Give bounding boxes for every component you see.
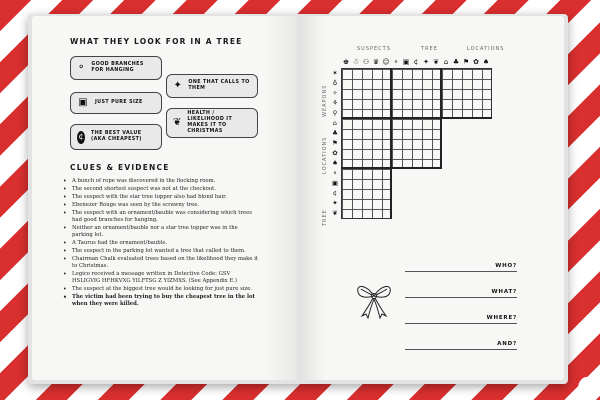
- weapon-icon: ♁: [332, 79, 338, 87]
- row-header-weapons: WEAPONS: [322, 84, 328, 117]
- location-icon: ⚑: [462, 58, 470, 66]
- suspect-icon: ⚇: [362, 58, 370, 66]
- row-header-tree: TREE: [322, 209, 328, 226]
- grid-divider: [341, 117, 492, 119]
- suspect-icon: ♛: [372, 58, 380, 66]
- grid-divider: [390, 68, 392, 219]
- answer-label: AND?: [497, 341, 517, 347]
- location-icon: ✿: [332, 149, 338, 157]
- tag-label: ONE THAT CALLS TO THEM: [188, 79, 250, 91]
- tree-icon: ✦: [332, 199, 338, 207]
- tag-just-pure-size: [70, 92, 162, 114]
- grid-divider: [341, 167, 442, 169]
- location-icon: ⌂: [332, 119, 338, 127]
- clue-item: • The suspect in the parking lot wanted a tree that called to them.: [62, 248, 260, 255]
- tree-icon: ▣: [331, 179, 339, 187]
- tag-label: JUST PURE SIZE: [95, 99, 143, 105]
- clue-item: • The victim had been trying to buy the cheapest tree in the lot when they were killed.: [62, 294, 260, 309]
- cent-coin-icon: ¢: [77, 131, 85, 144]
- row-icons: [330, 68, 340, 218]
- clues-title: CLUES & EVIDENCE: [70, 163, 170, 172]
- clue-item: • A Taurus had the ornament/bauble.: [62, 240, 260, 247]
- tree-icon: ✦: [423, 58, 429, 66]
- answer-label: WHAT?: [491, 289, 517, 295]
- weapon-icon: ✶: [332, 69, 338, 77]
- tree-icon: ⚬: [332, 169, 338, 177]
- col-header-locations: LOCATIONS: [467, 46, 505, 52]
- tag-label: THE BEST VALUE (AKA CHEAPEST): [91, 130, 142, 142]
- clue-item: • Logico received a message written in Detective Code: GSV HSLIGVIG HFHKVXG YILFTSG Z YIZMXS. (See Appendix E.): [62, 271, 260, 286]
- grid-divider: [440, 68, 442, 169]
- grid-locations[interactable]: [341, 118, 442, 169]
- answer-line-what[interactable]: [405, 288, 517, 298]
- answer-line-and[interactable]: [405, 340, 517, 350]
- tree-icon: ▣: [402, 58, 410, 66]
- tree-icon: ¢: [332, 189, 338, 197]
- location-icon: ♣: [452, 58, 460, 66]
- location-icon: ♣: [332, 129, 338, 137]
- suspect-icon: ☺: [382, 58, 390, 66]
- col-header-tree: TREE: [421, 46, 438, 52]
- weapon-icon: ✧: [332, 89, 338, 97]
- tag-label: GOOD BRANCHES FOR HANGING: [91, 61, 144, 73]
- clue-item: • The suspect with the star tree topper also had blond hair.: [62, 194, 260, 201]
- tag-calls-to-them: [166, 74, 258, 98]
- suspect-icon: ♚: [342, 58, 350, 66]
- col-header-suspects: SUSPECTS: [357, 46, 391, 52]
- row-header-locations: LOCATIONS: [322, 136, 328, 174]
- heart-leaf-icon: ❦: [173, 117, 182, 128]
- tag-good-branches: [70, 56, 162, 80]
- tag-label: HEALTH / LIKELIHOOD IT MAKES IT TO CHRISTMAS: [187, 110, 233, 135]
- grid-tree[interactable]: [341, 168, 392, 219]
- bow-icon: [352, 280, 396, 320]
- answer-label: WHERE?: [486, 315, 517, 321]
- answer-label: WHO?: [495, 263, 517, 269]
- tree-icon: ❦: [332, 209, 338, 217]
- location-icon: ⌂: [443, 58, 449, 66]
- tree-icon: ¢: [413, 58, 419, 66]
- weapon-icon: ⚲: [332, 109, 338, 117]
- weapon-icon: ⚘: [332, 99, 338, 107]
- column-icons: [341, 57, 491, 67]
- section-title: WHAT THEY LOOK FOR IN A TREE: [70, 37, 243, 46]
- location-icon: ♠: [482, 58, 490, 66]
- dragon-logo: [574, 374, 594, 396]
- clue-item: • The suspect at the biggest tree would be looking for just pure size.: [62, 286, 260, 293]
- tree-icon: ❦: [433, 58, 439, 66]
- location-icon: ✿: [473, 58, 479, 66]
- clue-item: • Neither an ornament/bauble nor a star tree topper was in the parking lot.: [62, 225, 260, 240]
- clue-item: • The suspect with an ornament/bauble was considering which trees had good branches for hanging.: [62, 210, 260, 225]
- clue-item: • The second shortest suspect was not at the checkout.: [62, 186, 260, 193]
- answer-line-where[interactable]: [405, 314, 517, 324]
- tape-measure-icon: ▣: [78, 97, 88, 108]
- clue-item: • A bunch of rope was discovered in the flocking room.: [62, 178, 260, 185]
- tree-icon: ⚬: [393, 58, 399, 66]
- sparkle-icon: ✦: [173, 80, 182, 91]
- answer-line-who[interactable]: [405, 262, 517, 272]
- clue-item: • Chairman Chalk evaluated trees based on the likelihood they make it to Christmas.: [62, 256, 260, 271]
- location-icon: ⚑: [332, 139, 338, 147]
- grid-weapons[interactable]: [341, 68, 492, 119]
- location-icon: ♠: [332, 159, 338, 167]
- rope-icon: ⚬: [77, 62, 86, 73]
- tag-best-value: [70, 124, 162, 150]
- tag-health-likelihood: [166, 108, 258, 138]
- suspect-icon: ☃: [352, 58, 360, 66]
- clue-list: [62, 178, 260, 309]
- clue-item: • Ebenezer Rouge was seen by the scrawny tree.: [62, 202, 260, 209]
